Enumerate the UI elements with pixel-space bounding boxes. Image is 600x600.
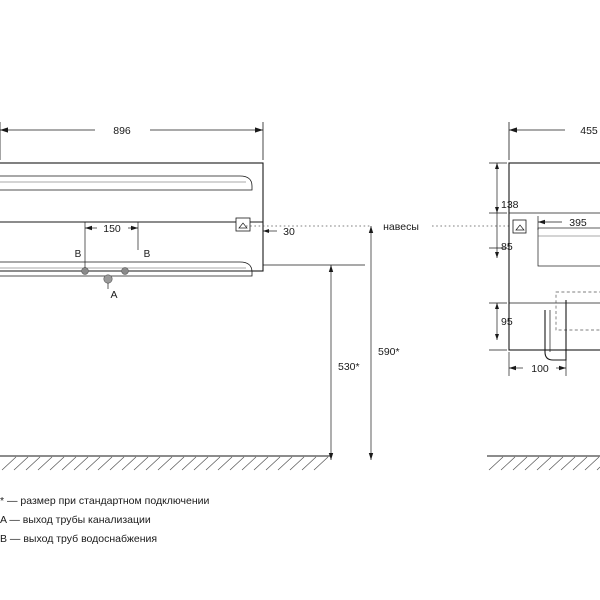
dim-side-top: 138	[501, 199, 519, 211]
dim-100-group	[509, 352, 566, 376]
label-point-b-right: B	[143, 249, 151, 260]
label-point-b-left: B	[74, 249, 82, 260]
side-cabinet-body	[509, 163, 600, 360]
dim-height-590: 590*	[378, 346, 400, 358]
dim-front-offset: 30	[283, 226, 295, 238]
dim-455-group	[509, 122, 600, 160]
point-a-marker	[104, 275, 118, 301]
legend-block	[0, 492, 340, 549]
dim-590-group	[369, 226, 400, 460]
dim-side-depth: 100	[531, 363, 549, 375]
legend-item-0: * — размер при стандартном подключении	[0, 495, 210, 507]
floor-hatch-right	[487, 456, 600, 470]
dim-side-right: 395	[569, 217, 587, 229]
label-hanger: навесы	[383, 221, 419, 233]
dim-30-group	[263, 226, 295, 238]
dim-side-low: 95	[501, 316, 513, 328]
dim-side-width: 455	[580, 125, 598, 137]
label-point-a: A	[110, 289, 118, 301]
front-cabinet-body	[0, 163, 263, 276]
dim-height-530: 530*	[338, 361, 360, 373]
legend-item-2: B — выход труб водоснабжения	[0, 533, 158, 545]
dim-front-inner: 150	[103, 223, 121, 235]
dim-side-mid: 85	[501, 241, 513, 253]
dim-530-group	[329, 265, 360, 460]
floor-hatch-left	[0, 456, 331, 470]
dim-896-group	[0, 122, 263, 160]
dim-front-width: 896	[113, 125, 131, 137]
legend-item-1: A — выход трубы канализации	[0, 514, 151, 526]
